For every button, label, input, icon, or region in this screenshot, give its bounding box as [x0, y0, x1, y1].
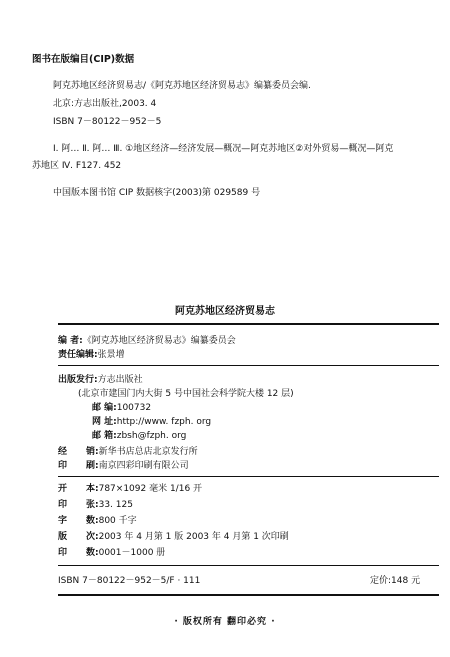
printrun-row [58, 547, 165, 559]
sheets-label-2: 张: [86, 500, 99, 510]
format-label-2: 本: [86, 484, 99, 494]
printer-value: 南京四彩印刷有限公司 [98, 461, 189, 471]
words-label: 字 [58, 516, 68, 526]
copyright-footer: · 版权所有 翻印必究 · [174, 617, 276, 627]
book-title: 阿克苏地区经济贸易志 [175, 306, 275, 317]
format-row [58, 483, 202, 495]
website-row [92, 416, 211, 428]
editor-label: 编 者: [58, 336, 83, 346]
cip-line-1: 阿克苏地区经济贸易志/《阿克苏地区经济贸易志》编纂委员会编. [53, 81, 311, 91]
website-value: http://www. fzph. org [116, 417, 212, 427]
postcode-row [92, 402, 151, 414]
distributor-label: 经 [58, 447, 68, 457]
cip-line-4: Ⅰ. 阿… Ⅱ. 阿… Ⅲ. ①地区经济—经济发展—概况—阿克苏地区②对外贸易—概况—阿克 [53, 144, 394, 154]
publisher-row [58, 374, 143, 386]
editor-row [58, 335, 236, 347]
printer-label: 印 [58, 461, 68, 471]
cip-line-6: 中国版本图书馆 CIP 数据核字(2003)第 029589 号 [53, 188, 261, 198]
edition-row [58, 531, 289, 543]
sheets-value: 33. 125 [98, 500, 133, 510]
printrun-label-2: 数: [86, 548, 99, 558]
price-line: 定价:148 元 [370, 576, 421, 586]
cip-line-5: 苏地区 Ⅳ. F127. 452 [32, 161, 122, 171]
words-label-2: 数: [86, 516, 99, 526]
website-label: 网 址: [92, 417, 117, 427]
words-value: 800 千字 [98, 516, 137, 526]
isbn-line: ISBN 7－80122－952－5/F · 111 [58, 576, 201, 586]
divider-2 [58, 365, 439, 366]
publisher-label: 出版发行: [58, 375, 98, 385]
divider-3 [58, 476, 439, 477]
cip-line-3: ISBN 7－80122－952－5 [53, 117, 162, 127]
edition-value: 2003 年 4 月第 1 版 2003 年 4 月第 1 次印刷 [98, 532, 289, 542]
distributor-label-2: 销: [86, 447, 99, 457]
cip-line-2: 北京:方志出版社,2003. 4 [53, 99, 157, 109]
divider-bottom [58, 594, 439, 596]
email-label: 邮 箱: [92, 431, 117, 441]
distributor-value: 新华书店总店北京发行所 [98, 447, 198, 457]
divider-4 [58, 565, 439, 566]
email-value: zbsh@fzph. org [116, 431, 187, 441]
postcode-label: 邮 编: [92, 403, 117, 413]
edition-label: 版 [58, 532, 68, 542]
email-row [92, 430, 186, 442]
publisher-value: 方志出版社 [97, 375, 143, 385]
words-row [58, 515, 137, 527]
sheets-label: 印 [58, 500, 68, 510]
printer-label-2: 刷: [86, 461, 99, 471]
printer-row [58, 460, 189, 472]
printrun-value: 0001－1000 册 [98, 548, 166, 558]
resp-editor-label: 责任编辑: [58, 350, 98, 360]
postcode-value: 100732 [116, 403, 152, 413]
sheets-row [58, 499, 133, 511]
distributor-row [58, 446, 198, 458]
format-value: 787×1092 毫米 1/16 开 [98, 484, 203, 494]
resp-editor-row [58, 349, 125, 361]
format-label: 开 [58, 484, 68, 494]
printrun-label: 印 [58, 548, 68, 558]
divider-top [58, 323, 439, 325]
edition-label-2: 次: [86, 532, 99, 542]
editor-value: 《阿克苏地区经济贸易志》编纂委员会 [82, 336, 236, 346]
resp-editor-value: 张景增 [97, 350, 125, 360]
publisher-address: (北京市建国门内大街 5 号中国社会科学院大楼 12 层) [78, 389, 294, 399]
cip-heading: 图书在版编目(CIP)数据 [32, 54, 135, 65]
